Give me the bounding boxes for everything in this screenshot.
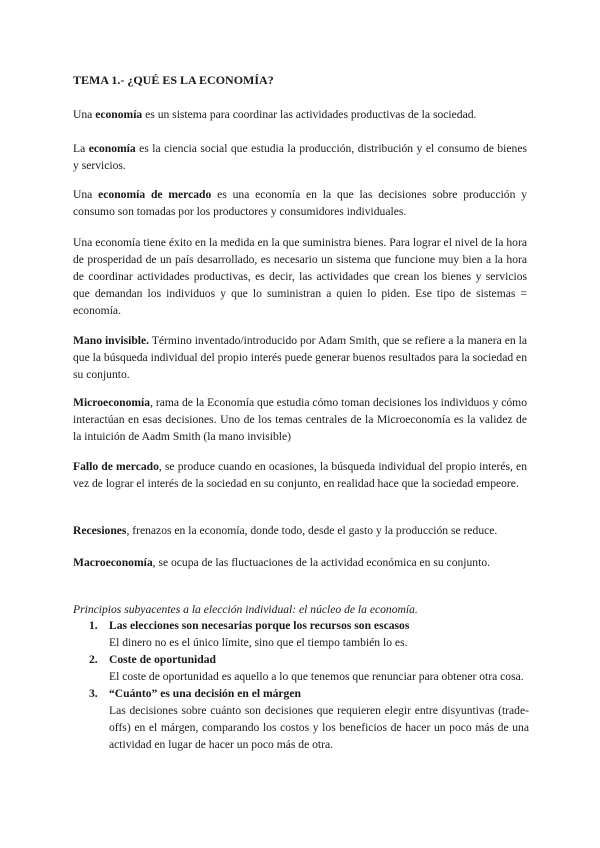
paragraph-text: La — [73, 142, 89, 155]
paragraph-term: Recesiones — [73, 524, 127, 537]
paragraph-text: , se produce cuando en ocasiones, la búsqueda individual del propio interés, en vez de lograr el interés de la sociedad en su conjunto, en realidad hace que la sociedad empeore. — [73, 460, 528, 490]
paragraph-text: , rama de la Economía que estudia cómo toman decisiones los individuos y cómo interactúan en esas decisiones. Uno de los temas centrales de la Microeconomía es la validez de la intuición de Aadm Smith (la mano invisible) — [73, 396, 527, 443]
paragraph-term: economía de mercado — [98, 188, 212, 201]
principle-title: Coste de oportunidad — [109, 653, 216, 666]
principle-description: El dinero no es el único límite, sino que el tiempo también lo es. — [109, 636, 408, 649]
principles-list — [89, 617, 529, 753]
paragraph-text: , frenazos en la economía, donde todo, desde el gasto y la producción se reduce. — [126, 524, 498, 537]
principle-title: “Cuánto” es una decisión en el márgen — [109, 687, 301, 700]
principle-description: Las decisiones sobre cuánto son decisiones que requieren elegir entre disyuntivas (trade-offs) en el márgen, comparando los costos y los beneficios de hacer un poco más de una actividad en lugar de hacer un poco más de otra. — [109, 704, 529, 751]
paragraph-text: Una — [73, 188, 99, 201]
paragraph-term: Microeconomía — [73, 396, 151, 409]
principle-description: El coste de oportunidad es aquello a lo que tenemos que renunciar para obtener otra cosa. — [109, 670, 524, 683]
paragraph-economia-mercado — [73, 186, 527, 220]
list-number: 3. — [89, 687, 98, 700]
paragraph-text: Una — [73, 108, 96, 121]
paragraph-term: economía — [95, 108, 143, 121]
paragraph-text: , se ocupa de las fluctuaciones de la actividad económica en su conjunto. — [152, 556, 491, 569]
paragraph-economia-exito — [73, 234, 527, 319]
paragraph-microeconomia — [73, 394, 527, 445]
paragraph-text: es la ciencia social que estudia la producción, distribución y el consumo de bienes y servicios. — [73, 142, 527, 172]
page-title: TEMA 1.- ¿QUÉ ES LA ECONOMÍA? — [73, 73, 274, 87]
paragraph-text: es un sistema para coordinar las actividades productivas de la sociedad. — [142, 108, 477, 121]
paragraph-term: Macroeconomía — [73, 556, 153, 569]
paragraph-term: Mano invisible. — [73, 334, 150, 347]
paragraph-economia-sistema — [73, 106, 527, 123]
paragraph-fallo-mercado — [73, 458, 527, 492]
paragraph-term: economía — [88, 142, 136, 155]
list-item — [89, 617, 529, 651]
paragraph-text: Una economía tiene éxito en la medida en la que suministra bienes. Para lograr el nivel de la hora de prosperidad de un país desarrollado, es necesario un sistema que funcione muy bien a la hora de coordinar actividades productivas, es decir, las actividades que crean los bienes y servicios que demandan los individuos y que lo suministran a quien lo piden. Ese tipo de sistemas = economía. — [73, 236, 527, 317]
list-number: 1. — [89, 619, 98, 632]
paragraph-text: es una economía en la que las decisiones sobre producción y consumo son tomadas por los productores y consumidores individuales. — [73, 188, 528, 218]
principles-heading: Principios subyacentes a la elección individual: el núcleo de la economía. — [73, 603, 418, 616]
list-item — [89, 651, 529, 685]
list-item — [89, 685, 529, 753]
paragraph-text: Término inventado/introducido por Adam Smith, que se refiere a la manera en la que la búsqueda individual del propio interés puede generar buenos resultados para la sociedad en su conjunto. — [73, 334, 527, 381]
principle-title: Las elecciones son necesarias porque los recursos son escasos — [109, 619, 410, 632]
list-number: 2. — [89, 653, 98, 666]
paragraph-mano-invisible — [73, 332, 527, 383]
paragraph-term: Fallo de mercado — [73, 460, 159, 473]
paragraph-recesiones — [73, 522, 527, 539]
paragraph-economia-ciencia — [73, 140, 527, 174]
paragraph-macroeconomia — [73, 554, 527, 571]
